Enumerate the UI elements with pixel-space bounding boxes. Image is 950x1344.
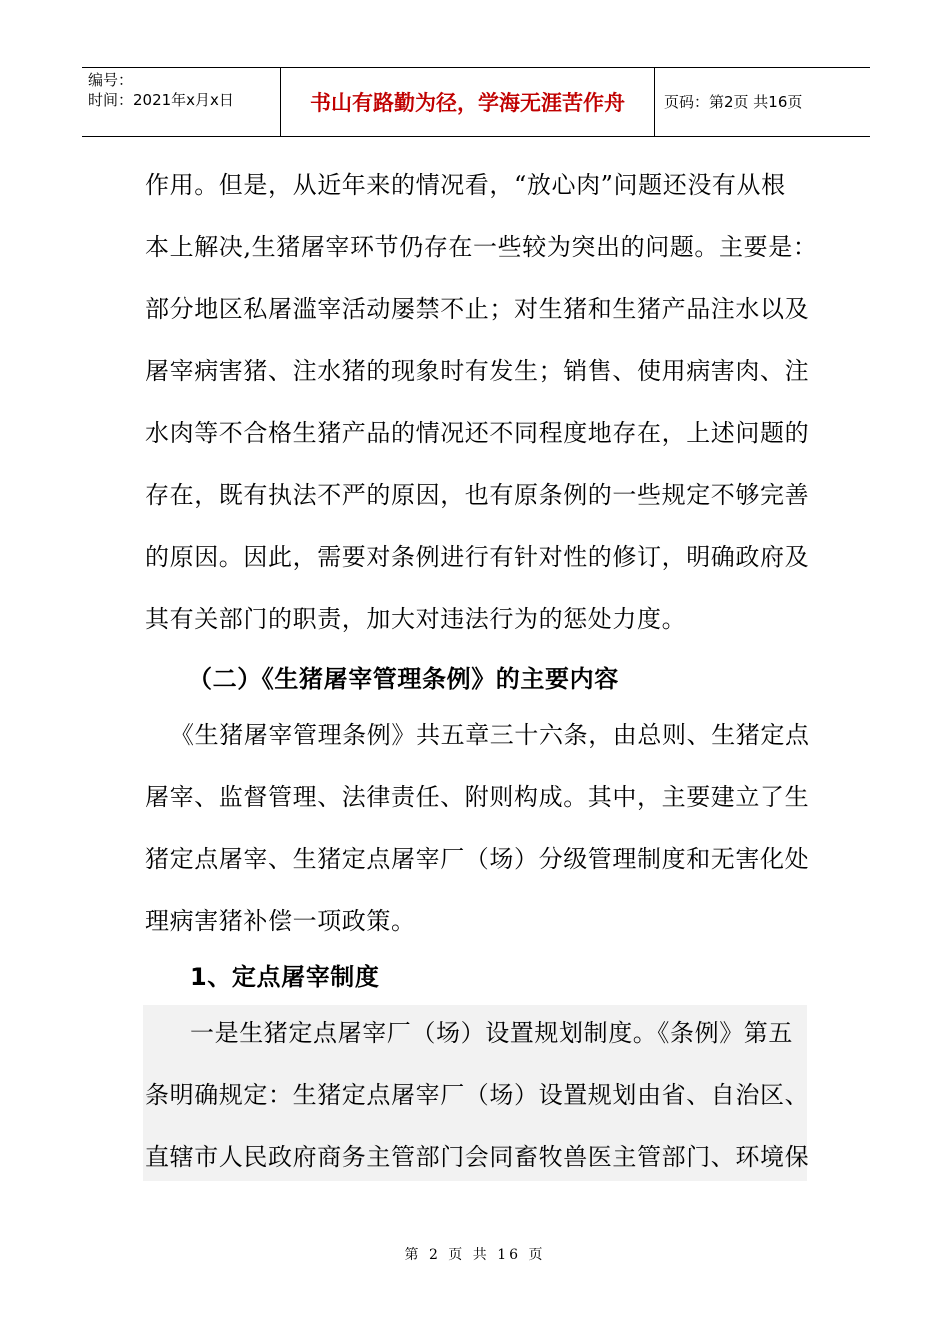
header-page-info: 页码：第2页 共16页 [664, 93, 803, 111]
body-line: 屠宰、监督管理、法律责任、附则构成。其中，主要建立了生 [145, 783, 810, 811]
body-line: 部分地区私屠滥宰活动屡禁不止；对生猪和生猪产品注水以及 [145, 295, 810, 323]
body-line: 条明确规定：生猪定点屠宰厂（场）设置规划由省、自治区、 [145, 1081, 810, 1109]
section-heading: （二）《生猪屠宰管理条例》的主要内容 [188, 665, 619, 693]
body-line: 直辖市人民政府商务主管部门会同畜牧兽医主管部门、环境保 [145, 1143, 810, 1171]
body-line: 水肉等不合格生猪产品的情况还不同程度地存在，上述问题的 [145, 419, 810, 447]
header-meta-cell [82, 68, 280, 136]
body-line: 的原因。因此，需要对条例进行有针对性的修订，明确政府及 [145, 543, 810, 571]
body-line: 理病害猪补偿一项政策。 [145, 907, 416, 935]
body-line: 其有关部门的职责，加大对违法行为的惩处力度。 [145, 605, 687, 633]
document-number-label: 编号： [88, 71, 134, 89]
page-header [82, 67, 870, 137]
body-line: 本上解决,生猪屠宰环节仍存在一些较为突出的问题。主要是： [145, 233, 818, 261]
header-motto: 书山有路勤为径，学海无涯苦作舟 [310, 91, 625, 115]
body-line: 作用。但是，从近年来的情况看，“放心肉”问题还没有从根 [145, 171, 786, 199]
body-line: 屠宰病害猪、注水猪的现象时有发生；销售、使用病害肉、注 [145, 357, 810, 385]
body-line: 一是生猪定点屠宰厂（场）设置规划制度。《条例》第五 [190, 1019, 793, 1047]
body-line: 猪定点屠宰、生猪定点屠宰厂（场）分级管理制度和无害化处 [145, 845, 810, 873]
header-motto-cell [280, 68, 655, 136]
document-time-label: 时间：2021年x月x日 [88, 91, 234, 109]
subsection-heading: 1、定点屠宰制度 [190, 963, 380, 991]
body-line: 《生猪屠宰管理条例》共五章三十六条，由总则、生猪定点 [170, 721, 810, 749]
page-footer: 第 2 页 共 16 页 [404, 1247, 546, 1263]
body-line: 存在，既有执法不严的原因，也有原条例的一些规定不够完善 [145, 481, 810, 509]
header-page-cell [654, 68, 870, 136]
